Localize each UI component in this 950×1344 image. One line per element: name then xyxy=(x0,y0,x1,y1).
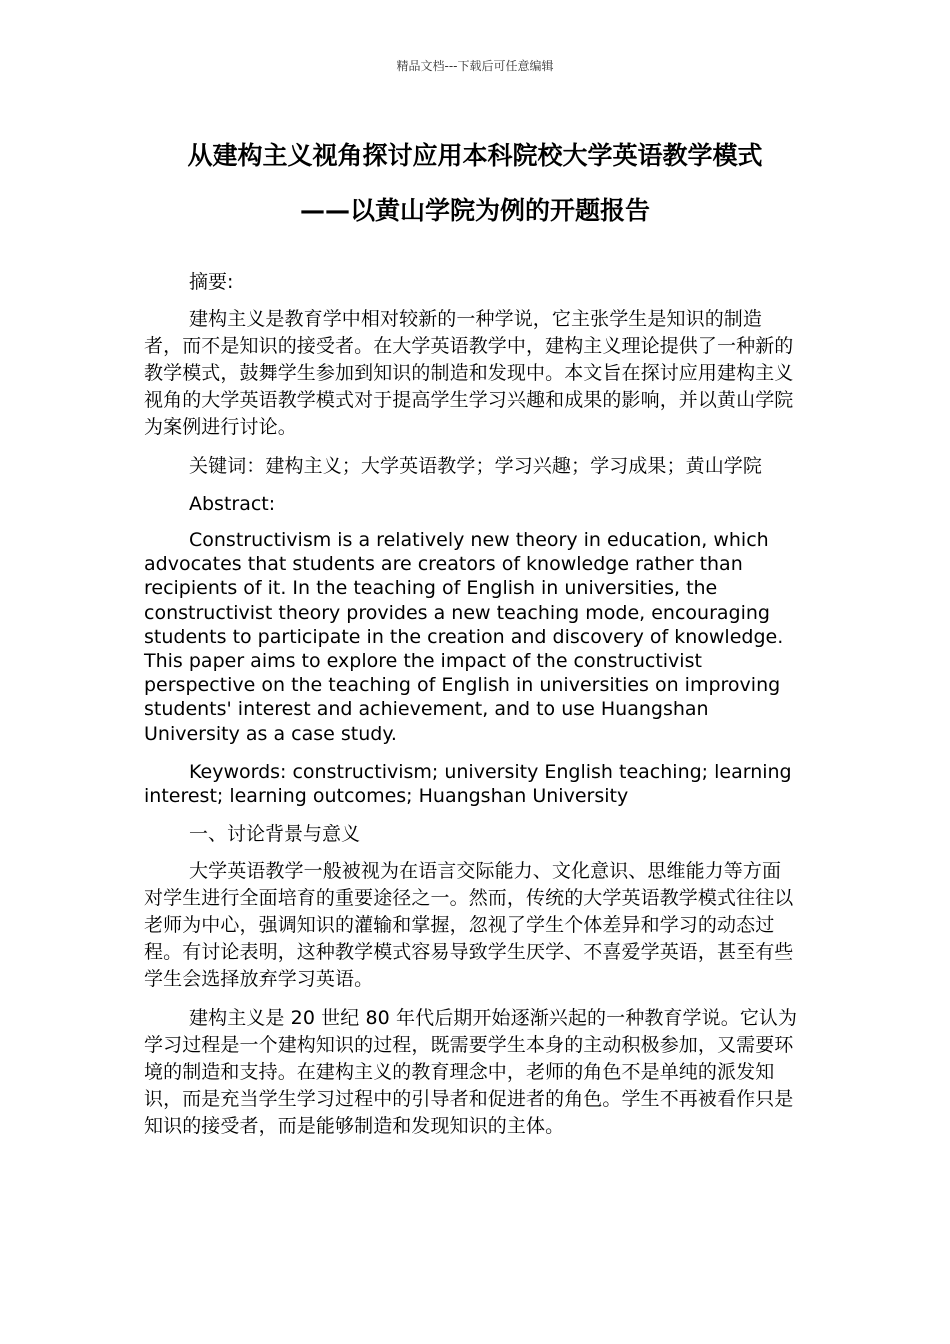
abstract-en-paragraph: Constructivism is a relatively new theory in education, which advocates that students are creators of knowledge rather than recipients of it. In the teaching of English in universities, the constructivist theory provides a new teaching mode, encouraging students to participate in the creation and discovery of knowledge. This paper aims to explore the impact of the constructivist perspective on the teaching of English in universities on improving students' interest and achievement, and to use Huangshan University as a case study. xyxy=(144,529,784,745)
abstract-cn-paragraph: 建构主义是教育学中相对较新的一种学说，它主张学生是知识的制造者，而不是知识的接受者。在大学英语教学中，建构主义理论提供了一种新的教学模式，鼓舞学生参加到知识的制造和发现中。本文旨在探讨应用建构主义视角的大学英语教学模式对于提高学生学习兴趣和成果的影响，并以黄山学院为案例进行讨论。 xyxy=(144,308,794,438)
abstract-cn-label: 摘要: xyxy=(189,271,234,293)
section1-paragraph-2: 建构主义是 20 世纪 80 年代后期开始逐渐兴起的一种教育学说。它认为学习过程是一个建构知识的过程，既需要学生本身的主动积极参加，又需要环境的制造和支持。在建构主义的教育理念中，老师的角色不是单纯的派发知识，而是充当学生学习过程中的引导者和促进者的角色。学生不再被看作只是知识的接受者，而是能够制造和发现知识的主体。 xyxy=(144,1007,798,1138)
section1-paragraph-1: 大学英语教学一般被视为在语言交际能力、文化意识、思维能力等方面对学生进行全面培育的重要途径之一。然而，传统的大学英语教学模式往往以老师为中心，强调知识的灌输和掌握，忽视了学生个体差异和学习的动态过程。有讨论表明，这种教学模式容易导致学生厌学、不喜爱学英语，甚至有些学生会选择放弃学习英语。 xyxy=(144,860,794,991)
document-title-line1: 从建构主义视角探讨应用本科院校大学英语教学模式 xyxy=(187,141,763,170)
abstract-en-label: Abstract: xyxy=(189,493,276,515)
document-body xyxy=(144,270,800,1152)
keywords-cn-paragraph: 关键词：建构主义；大学英语教学；学习兴趣；学习成果；黄山学院 xyxy=(189,455,763,477)
header-note: 精品文档---下载后可任意编辑 xyxy=(396,59,554,73)
document-title-line2: ——以黄山学院为例的开题报告 xyxy=(299,196,650,225)
section1-heading: 一、讨论背景与意义 xyxy=(189,823,361,846)
keywords-en-paragraph: Keywords: constructivism; university English teaching; learning interest; learning outcomes; Huangshan University xyxy=(144,760,792,808)
